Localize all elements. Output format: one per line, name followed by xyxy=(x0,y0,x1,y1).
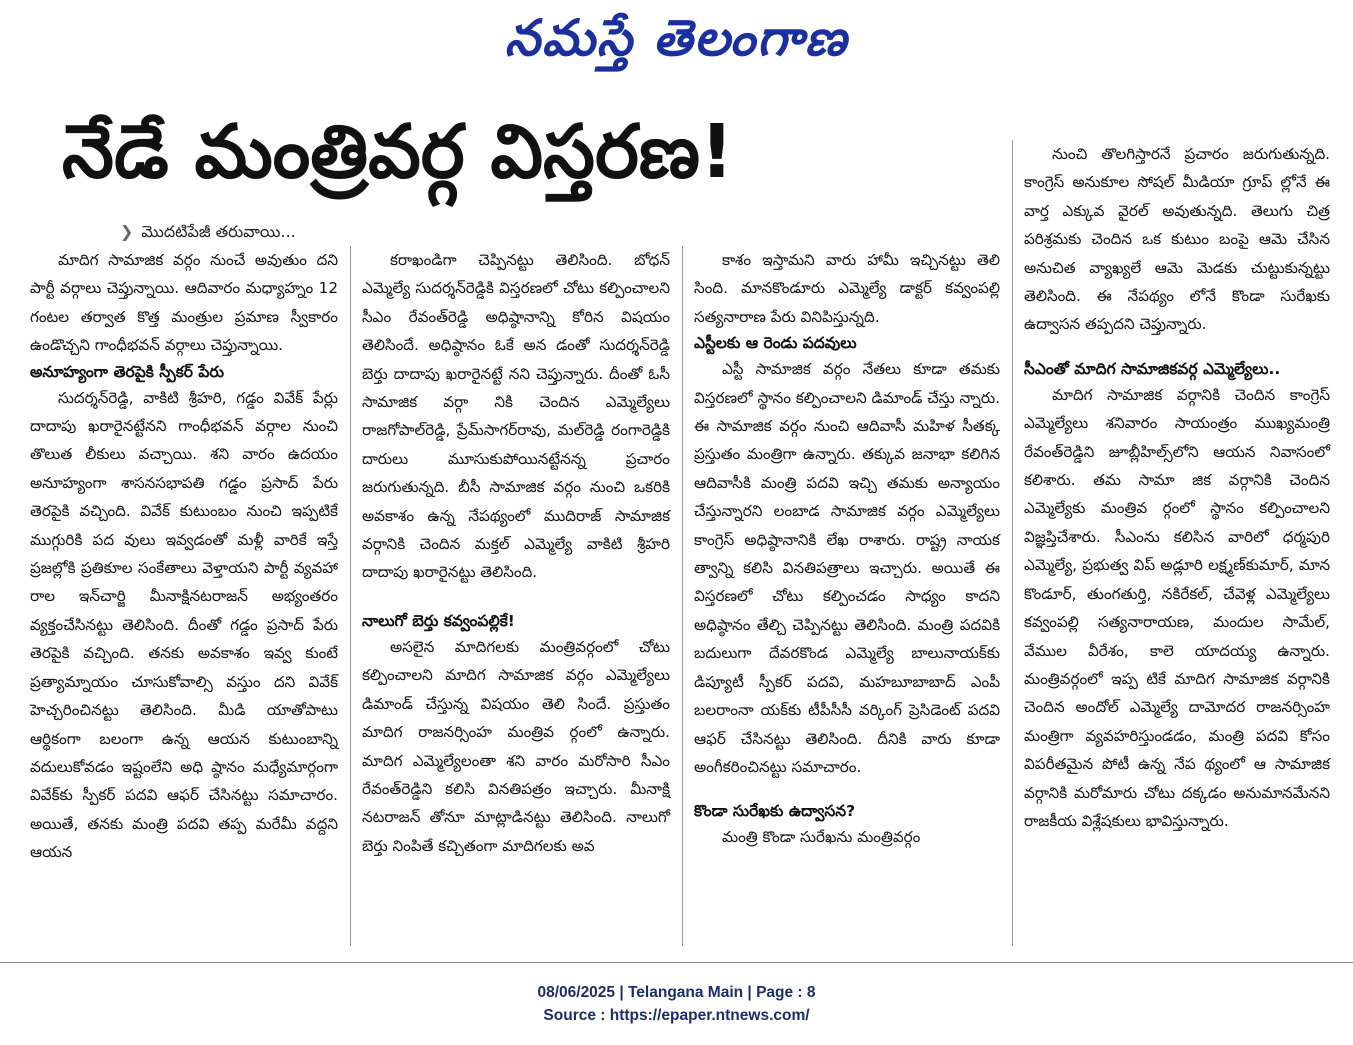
chevron-right-icon: ❯ xyxy=(120,222,134,241)
column-divider xyxy=(682,246,683,946)
continued-from-front-page xyxy=(120,222,296,245)
continued-label: మొదటిపేజీ తరువాయి... xyxy=(141,222,296,241)
paragraph: మాదిగ సామాజిక వర్గానికి చెందిన కాంగ్రెస్ ఎమ్మెల్యేలు శనివారం సాయంత్రం ముఖ్యమంత్రి రేవంత్‌రెడ్డిని జూబ్లీహిల్స్‌లోని ఆయన నివాసంలో కలిశారు. తమ సామా జిక వర్గానికి చెందిన ఎమ్మెల్యేకు మంత్రివ ర్గంలో స్థానం కల్పించాలని విజ్ఞప్తిచేశారు. సీఎంను కలిసిన వారిలో ధర్మపురి ఎమ్మెల్యే, ప్రభుత్వ విప్ అడ్లూరి లక్ష్మణ్‌కుమార్, మాన కొండూర్, తుంగతుర్తి, నకిరేకల్, చేవెళ్ల ఎమ్మెల్యేలు కవ్వంపల్లి సత్యనారాయణ, మందుల సామేల్, వేముల వీరేశం, కాలె యాదయ్య ఉన్నారు. మంత్రివర్గంలో ఇప్ప టికే మాదిగ సామాజిక వర్గానికి చెందిన అందోల్ ఎమ్మెల్యే దామోదర రాజనర్సింహ మంత్రిగా వ్యవహరిస్తుండడం, మంత్రి పదవి కోసం విపరీతమైన పోటీ ఉన్న నేప థ్యంలో ఆ సామాజిక వర్గానికి మరోమారు చోటు దక్కడం అనుమానమేనని రాజకీయ విశ్లేషకులు భావిస్తున్నారు. xyxy=(1024,385,1330,830)
subheading: ఎస్టీలకు ఆ రెండు పదవులు xyxy=(694,334,857,353)
column-divider xyxy=(350,246,351,946)
footer-divider xyxy=(0,962,1353,963)
article-column-2 xyxy=(362,246,670,860)
paragraph: కాశం ఇస్తామని వారు హామీ ఇచ్చినట్టు తెలి సింది. మానకొండూరు ఎమ్మెల్యే డాక్టర్ కవ్వంపల్లి సత్యనారాణ పేరు వినిపిస్తున్నది. xyxy=(694,251,1000,326)
subheading: కొండా సురేఖకు ఉద్వాసన? xyxy=(694,802,856,821)
article-column-4 xyxy=(1024,140,1330,835)
footer-dateline: 08/06/2025 | Telangana Main | Page : 8 xyxy=(537,984,816,1001)
article-column-1 xyxy=(30,246,338,867)
masthead xyxy=(0,8,1353,80)
subheading: అనూహ్యంగా తెరపైకి స్పీకర్ పేరు xyxy=(30,362,224,381)
paragraph: ఎస్టీ సామాజిక వర్గం నేతలు కూడా తమకు విస్తరణలో స్థానం కల్పించాలని డిమాండ్ చేస్తు న్నారు. ఈ సామాజిక వర్గం నుంచి ఆదివాసీ మహిళ సీతక్క ప్రస్తుతం మంత్రిగా ఉన్నారు. తక్కువ జనాభా కలిగిన ఆదివాసీకి మంత్రి పదవి ఇచ్చి తమకు అన్యాయం చేస్తున్నారని లంబాడ సామాజిక వర్గం ఎమ్మెల్యేలు కాంగ్రెస్ అధిష్ఠానానికి లేఖ రాశారు. రాష్ట్ర నాయక త్వాన్ని కలిసి వినతిపత్రాలు ఇచ్చారు. అయితే ఈ విస్తరణలో చోటు కల్పించడం సాధ్యం కాదని అధిష్ఠానం తేల్చి చెప్పినట్టు తెలిసింది. మంత్రి పదవికి బదులుగా దేవరకొండ ఎమ్మెల్యే బాలునాయక్‌కు డిప్యూటీ స్పీకర్ పదవి, మహబూబాబాద్ ఎంపీ బలరాంనా యక్‌కు టీపీసీసీ వర్కింగ్ ప్రెసిడెంట్ పదవి ఆఫర్ చేసినట్టు తెలిసింది. దీనికి వారు కూడా అంగీకరించినట్టు సమాచారం. xyxy=(694,360,1000,776)
subheading: సీఎంతో మాదిగ సామాజికవర్గ ఎమ్మెల్యేలు.. xyxy=(1024,359,1281,378)
newspaper-logo: నమస్తే తెలంగాణ xyxy=(504,8,849,67)
paragraph: అసలైన మాదిగలకు మంత్రివర్గంలో చోటు కల్పించాలని మాదిగ సామాజిక వర్గం ఎమ్మెల్యేలు డిమాండ్ చేస్తున్న విషయం తెలి సిందే. ప్రస్తుతం మాదిగ రాజనర్సింహ మంత్రివ ర్గంలో ఉన్నారు. మాదిగ ఎమ్మెల్యేలంతా శని వారం మరోసారి సీఎం రేవంత్‌రెడ్డిని కలిసి వినతిపత్రం ఇచ్చారు. మీనాక్షి నటరాజన్ తోనూ మాట్లాడినట్టు తెలిసింది. నాలుగో బెర్తు నింపితే కచ్చితంగా మాదిగలకు అవ xyxy=(362,637,670,855)
headline: నేడే మంత్రివర్గ విస్తరణ! xyxy=(62,109,734,195)
paragraph: నుంచి తొలగిస్తారనే ప్రచారం జరుగుతున్నది. కాంగ్రెస్ అనుకూల సోషల్ మీడియా గ్రూప్ ల్లోనే ఈ వార్త ఎక్కువ వైరల్ అవుతున్నది. తెలుగు చిత్ర పరిశ్రమకు చెందిన ఒక కుటుం బంపై ఆమె చేసిన అనుచిత వ్యాఖ్యలే ఆమె మెడకు చుట్టుకున్నట్టు తెలిసింది. ఈ నేపథ్యం లోనే కొండా సురేఖకు ఉద్వాసన తప్పదని చెప్తున్నారు. xyxy=(1024,145,1330,334)
paragraph: మాదిగ సామాజిక వర్గం నుంచే అవుతుం దని పార్టీ వర్గాలు చెప్తున్నాయి. ఆదివారం మధ్యాహ్నం 12 గంటల తర్వాత కొత్త మంత్రుల ప్రమాణ స్వీకారం ఉండొచ్చని గాంధీభవన్ వర్గాలు చెప్తున్నాయి. xyxy=(30,251,338,355)
column-divider xyxy=(1012,140,1013,946)
paragraph: కరాఖండిగా చెప్పినట్టు తెలిసింది. బోధన్ ఎమ్మెల్యే సుదర్శన్‌రెడ్డికి విస్తరణలో చోటు కల్పించాలని సీఎం రేవంత్‌రెడ్డి అధిష్ఠానాన్ని కోరిన విషయం తెలిసిందే. అధిష్ఠానం ఓకే అన డంతో సుదర్శన్‌రెడ్డి బెర్తు దాదాపు ఖరారైనట్టే నని చెప్తున్నారు. దీంతో ఓసీ సామాజిక వర్గా నికి చెందిన ఎమ్మెల్యేలు రాజగోపాల్‌రెడ్డి, ప్రేమ్‌సాగర్‌రావు, మల్‌రెడ్డి రంగారెడ్డికి దారులు మూసుకుపోయినట్టేనన్న ప్రచారం జరుగుతున్నది. బీసీ సామాజిక వర్గం నుంచి ఒకరికి అవకాశం ఉన్న నేపథ్యంలో ముదిరాజ్ సామాజిక వర్గానికి చెందిన మక్తల్ ఎమ్మెల్యే వాకిటి శ్రీహరి దాదాపు ఖరారైనట్టు తెలిసింది. xyxy=(362,251,670,582)
subheading: నాలుగో బెర్తు కవ్వంపల్లికే! xyxy=(362,611,515,630)
paragraph: సుదర్శన్‌రెడ్డి, వాకిటి శ్రీహరి, గడ్డం వివేక్ పేర్లు దాదాపు ఖరారైనట్టేనని గాంధీభవన్ వర్గాల నుంచి తొలుత లీకులు వచ్చాయి. శని వారం ఉదయం అనూహ్యంగా శాసనసభాపతి గడ్డం ప్రసాద్ పేరు తెరపైకి వచ్చింది. వివేక్ కుటుంబం నుంచి ఇప్పటికే ముగ్గురికి పద వులు ఇవ్వడంతో మళ్లీ వారికే ఇస్తే ప్రజల్లోకి ప్రతికూల సంకేతాలు వెళ్తాయని పార్టీ వ్యవహా రాల ఇన్‌చార్జి మీనాక్షినటరాజన్ అభ్యంతరం వ్యక్తంచేసినట్టు తెలిసింది. దీంతో గడ్డం ప్రసాద్ పేరు తెరపైకి వచ్చింది. తనకు అవకాశం ఇవ్వ కుంటే ప్రత్యామ్నాయం చూసుకోవాల్సి వస్తుం దని వివేక్ హెచ్చరించినట్టు తెలిసింది. మీడి యాతోపాటు ఆర్థికంగా బలంగా ఉన్న ఆయన కుటుంబాన్ని వదులుకోవడం ఇష్టంలేని అధి ష్ఠానం మధ్యేమార్గంగా వివేక్‌కు స్పీకర్ పదవి ఆఫర్ చేసినట్టు సమాచారం. అయితే, తనకు మంత్రి పదవి తప్ప మరేమీ వద్దని ఆయన xyxy=(30,388,338,862)
article-column-3 xyxy=(694,246,1000,852)
footer-source: Source : https://epaper.ntnews.com/ xyxy=(543,1007,810,1024)
paragraph: మంత్రి కొండా సురేఖను మంత్రివర్గం xyxy=(722,828,921,847)
